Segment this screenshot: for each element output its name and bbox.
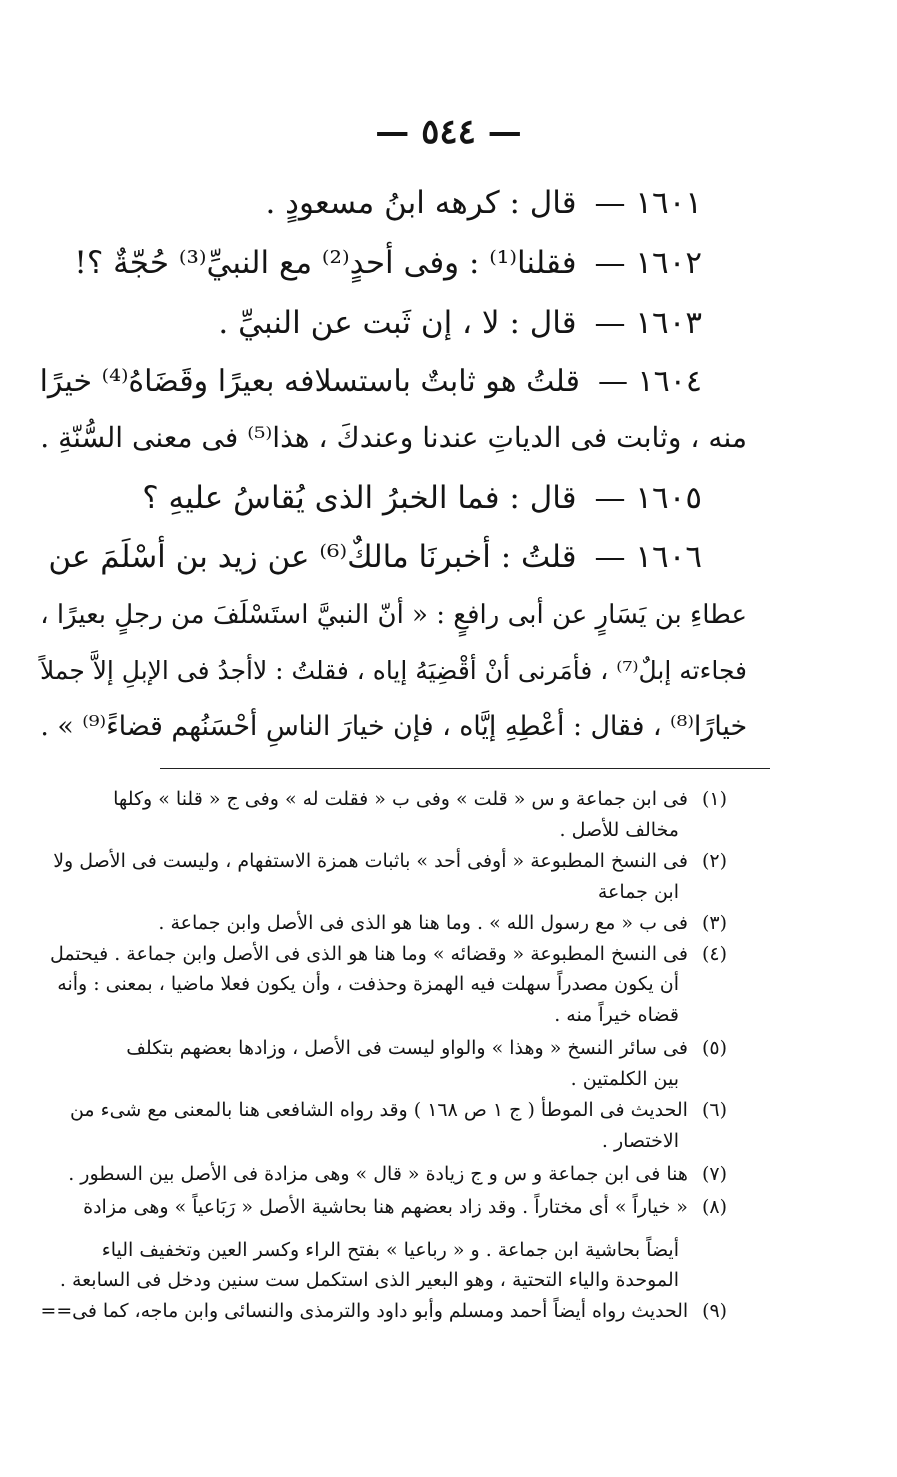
footnote-number: (٤): [701, 943, 727, 965]
paragraph-number: ١٦٠٣ —: [594, 305, 702, 341]
footnote-number: (٧): [701, 1163, 727, 1185]
footnote-number: (٩): [702, 1300, 727, 1322]
paragraph-text: خيارًا⁽⁸⁾ ، فقال : أعْطِهِ إيَّاه ، فإن خيارَ الناسِ أحْسَنُهم قضاءً⁽⁹⁾ » .: [40, 711, 747, 742]
footnote-number: (٨): [701, 1196, 727, 1218]
paragraph-text: فقلنا⁽¹⁾ : وفى أحدٍ⁽²⁾ مع النبيِّ⁽³⁾ حُجّةٌ ؟!: [74, 245, 577, 281]
footnote-1-continued: [560, 817, 679, 843]
footnote-2: [53, 848, 727, 874]
paragraph-text: عطاءِ بن يَسَارٍ عن أبى رافعٍ : « أنّ النبيَّ استَسْلَفَ من رجلٍ بعيرًا ،: [40, 600, 747, 630]
paragraph-text: قلتُ هو ثابتٌ باستسلافه بعيرًا وقَضَاهُ⁽⁴⁾ خيرًا: [39, 364, 580, 399]
footnote-text: الاختصار .: [601, 1130, 679, 1152]
footnote-text: الموحدة والياء التحتية ، وهو البعير الذى استكمل ست سنين ودخل فى السابعة .: [59, 1269, 679, 1291]
paragraph-text: فجاءته إبلٌ⁽⁷⁾ ، فأمَرنى أنْ أقْضِيَهُ إياه ، فقلتُ : لاأجدُ فى الإبلِ إلاَّ جملاً: [39, 656, 747, 685]
paragraph-text: قال : كرهه ابنُ مسعودٍ .: [265, 185, 577, 221]
footnote-number: (٣): [701, 912, 727, 934]
footnote-text: فى سائر النسخ « وهذا » والواو ليست فى الأصل ، وزادها بعضهم بتكلف: [126, 1037, 688, 1059]
footnote-4-line-3: [554, 1002, 679, 1028]
footnote-text: فى ب « مع رسول الله » . وما هنا هو الذى فى الأصل وابن جماعة .: [158, 912, 688, 934]
footnote-3: [158, 910, 727, 936]
footnote-8-line-3: [60, 1267, 679, 1293]
footnote-4-line-2: [57, 971, 679, 997]
footnote-text: هنا فى ابن جماعة و س و ج زيادة « قال » وهى مزادة فى الأصل بين السطور .: [68, 1163, 688, 1185]
footnote-6: [70, 1097, 727, 1123]
footnote-text: فى النسخ المطبوعة « وقضائه » وما هنا هو الذى فى الأصل وابن جماعة . فيحتمل: [49, 943, 688, 965]
footnote-text: فى ابن جماعة و س « قلت » وفى ب « فقلت له » وفى ج « قلنا » وكلها: [113, 788, 688, 810]
paragraph-text: قلتُ : أخبرنَا مالكٌ⁽⁶⁾ عن زيد بن أسْلَمَ عن: [48, 539, 577, 575]
footnote-text: « خياراً » أى مختاراً . وقد زاد بعضهم هنا بحاشية الأصل « رَبَاعياً » وهى مزادة: [83, 1196, 688, 1218]
paragraph-number: ١٦٠٢ —: [594, 245, 702, 281]
footnote-number: (٦): [701, 1099, 727, 1121]
footnote-number: (١): [701, 788, 727, 810]
footnote-text: فى النسخ المطبوعة « أوفى أحد » باثبات همزة الاستفهام ، وليست فى الأصل ولا: [53, 850, 688, 872]
paragraph-number: ١٦٠٦ —: [594, 539, 702, 575]
footnote-5: [126, 1035, 727, 1061]
footnote-text: الحديث فى الموطأ ( ج ١ ص ١٦٨ ) وقد رواه الشافعى هنا بالمعنى مع شىء من: [69, 1099, 688, 1121]
footnote-1: [113, 786, 727, 812]
paragraph-1605: [142, 478, 702, 518]
paragraph-text: منه ، وثابت فى الدياتِ عندنا وعندكَ ، هذا⁽⁵⁾ فى معنى السُّنّةِ .: [40, 421, 747, 454]
paragraph-1606-line-2: [40, 595, 747, 635]
paragraph-number: ١٦٠٤ —: [597, 364, 702, 399]
footnote-5-continued: [571, 1066, 679, 1092]
footnote-8-line-2: [102, 1237, 679, 1263]
footnote-text: أن يكون مصدراً سهلت فيه الهمزة وحذفت ، وأن يكون فعلا ماضيا ، بمعنى : وأنه: [57, 973, 679, 995]
paragraph-1604-continued: [40, 418, 747, 458]
paragraph-1606: [48, 537, 702, 577]
footnote-text: قضاه خيراً منه .: [554, 1004, 679, 1026]
paragraph-text: قال : لا ، إن ثَبت عن النبيِّ .: [218, 305, 577, 341]
footnote-7: [68, 1161, 727, 1187]
paragraph-1601: [265, 183, 702, 223]
paragraph-1603: [218, 303, 702, 343]
paragraph-1606-line-4: [40, 707, 747, 747]
footnote-number: (٥): [701, 1037, 727, 1059]
footnote-6-continued: [602, 1128, 679, 1154]
footnote-text: الحديث رواه أيضاً أحمد ومسلم وأبو داود والترمذى والنسائى وابن ماجه، كما فى==: [40, 1300, 689, 1322]
footnote-text: مخالف للأصل .: [559, 819, 679, 841]
footnote-8: [83, 1194, 727, 1220]
footnote-text: ابن جماعة: [597, 881, 679, 903]
paragraph-number: ١٦٠١ —: [594, 185, 702, 221]
paragraph-text: قال : فما الخبرُ الذى يُقاسُ عليهِ ؟: [142, 480, 577, 516]
footnote-2-continued: [598, 879, 679, 905]
paragraph-1604: [40, 362, 702, 402]
paragraph-number: ١٦٠٥ —: [594, 480, 702, 516]
footnote-9: [41, 1298, 727, 1324]
paragraph-1606-line-3: [40, 651, 747, 691]
paragraph-1602: [74, 243, 702, 283]
page-number: — ٥٤٤ —: [375, 112, 522, 152]
footnote-divider: [160, 768, 770, 769]
footnote-text: أيضاً بحاشية ابن جماعة . و « رباعيا » بفتح الراء وكسر العين وتخفيف الياء: [101, 1239, 679, 1261]
footnote-number: (٢): [701, 850, 727, 872]
footnote-4: [50, 941, 727, 967]
footnote-text: بين الكلمتين .: [570, 1068, 679, 1090]
